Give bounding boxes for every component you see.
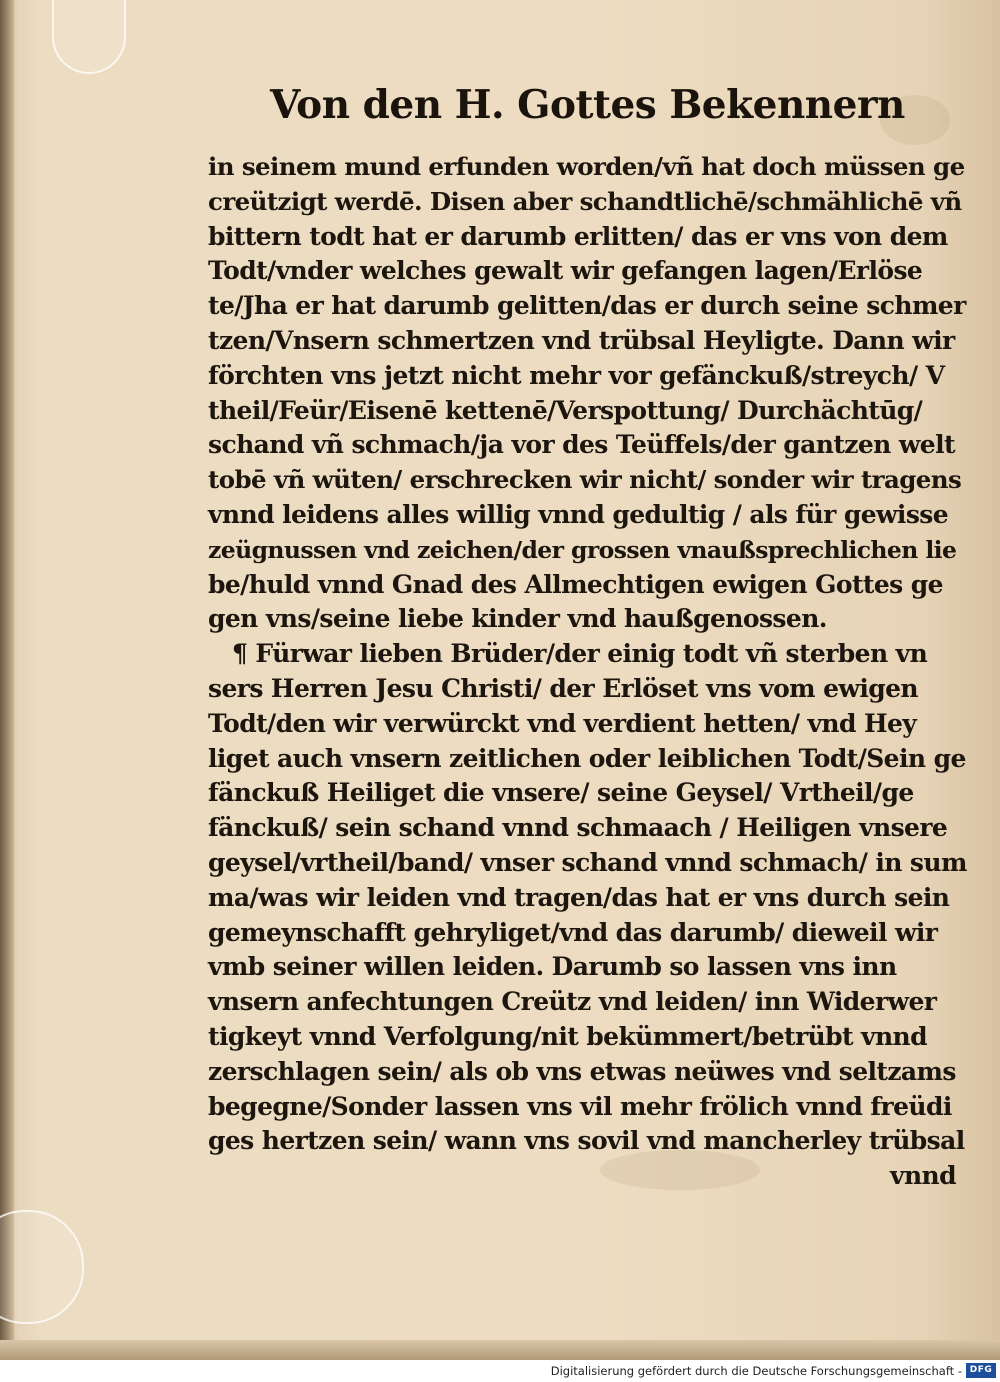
text-line: förchten vns jetzt nicht mehr vor gefänckuß/streych/ V — [208, 360, 945, 390]
text-line: fänckuß Heiliget die vnsere/ seine Geysel/ Vrtheil/ge — [208, 778, 914, 808]
text-line: tigkeyt vnnd Verfolgung/nit bekümmert/betrübt vnnd — [208, 1021, 927, 1051]
text-line: tzen/Vnsern schmertzen vnd trübsal Heyligte. Dann wir — [208, 325, 955, 355]
book-binding-edge — [0, 0, 14, 1360]
text-line: liget auch vnsern zeitlichen oder leiblichen Todt/Sein ge — [208, 743, 966, 773]
text-line: zerschlagen sein/ als ob vns etwas neüwes vnd seltzams — [208, 1056, 956, 1086]
text-line: creützigt werdē. Disen aber schandtlichē/schmählichē vñ — [208, 186, 962, 216]
text-line: sers Herren Jesu Christi/ der Erlöset vns vom ewigen — [208, 673, 918, 703]
page-clip-bottom — [0, 1210, 84, 1324]
text-line: gemeynschafft gehryliget/vnd das darumb/ dieweil wir — [208, 917, 938, 947]
page-clip-top — [52, 0, 126, 74]
text-line: Todt/vnder welches gewalt wir gefangen lagen/Erlöse — [208, 256, 923, 286]
funding-credit: Digitalisierung gefördert durch die Deutsche Forschungsgemeinschaft - — [550, 1364, 962, 1378]
text-line: theil/Feür/Eisenē kettenē/Verspottung/ Durchächtūg/ — [208, 395, 923, 425]
text-line: vmb seiner willen leiden. Darumb so lassen vns inn — [208, 952, 897, 982]
text-line: gen vns/seine liebe kinder vnd haußgenossen. — [208, 604, 827, 634]
text-line: tobē vñ wüten/ erschrecken wir nicht/ sonder wir tragens — [208, 465, 962, 495]
text-line: ma/was wir leiden vnd tragen/das hat er vns durch sein — [208, 882, 950, 912]
text-line: zeügnussen vnd zeichen/der grossen vnaußsprechlichen lie — [208, 535, 957, 564]
dfg-logo[interactable]: DFG — [966, 1363, 996, 1378]
text-line: te/Jha er hat darumb gelitten/das er durch seine schmer — [208, 291, 966, 321]
digitization-footer — [0, 1360, 1000, 1382]
text-line: vnsern anfechtungen Creütz vnd leiden/ inn Widerwer — [208, 987, 937, 1017]
body-text — [208, 150, 968, 1194]
text-line: in seinem mund erfunden worden/vñ hat doch müssen ge — [208, 152, 965, 181]
text-line: be/huld vnnd Gnad des Allmechtigen ewigen Gottes ge — [208, 569, 943, 599]
text-line: vnnd leidens alles willig vnnd gedultig / als für gewisse — [208, 499, 949, 529]
text-line: begegne/Sonder lassen vns vil mehr frölich vnnd freüdi — [208, 1091, 952, 1121]
page-bottom-edge — [0, 1340, 1000, 1360]
paragraph-start-line: ¶ Fürwar lieben Brüder/der einig todt vñ sterben vn — [232, 639, 928, 669]
text-line: ges hertzen sein/ wann vns sovil vnd mancherley trübsal — [208, 1126, 965, 1156]
catchword: vnnd — [890, 1161, 956, 1191]
text-line: fänckuß/ sein schand vnnd schmaach / Heiligen vnsere — [208, 813, 948, 843]
text-line: bittern todt hat er darumb erlitten/ das er vns von dem — [208, 221, 948, 251]
text-line: geysel/vrtheil/band/ vnser schand vnnd schmach/ in sum — [208, 847, 967, 877]
running-header: Von den H. Gottes Bekennern — [270, 82, 905, 128]
text-line: schand vñ schmach/ja vor des Teüffels/der gantzen welt — [208, 430, 955, 460]
text-line: Todt/den wir verwürckt vnd verdient hetten/ vnd Hey — [208, 708, 917, 738]
